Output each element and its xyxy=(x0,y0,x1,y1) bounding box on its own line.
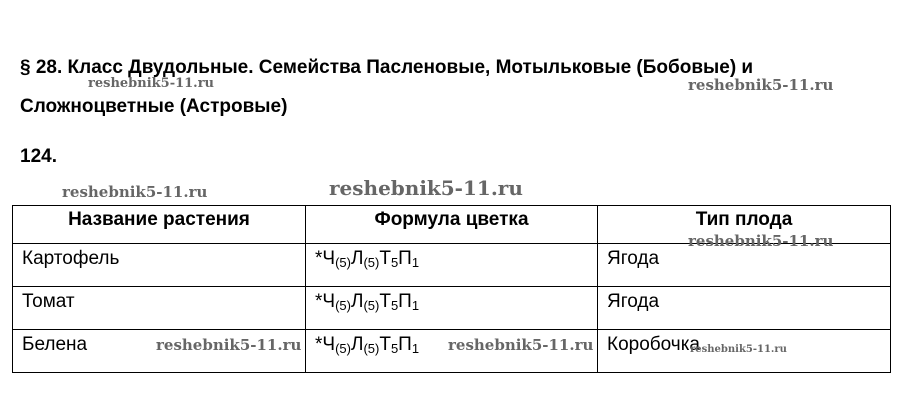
column-header-fruit-type: Тип плода xyxy=(598,206,891,244)
column-header-plant-name: Название растения xyxy=(13,206,306,244)
formula-count: (5) xyxy=(363,341,380,356)
plant-name-cell: Томат xyxy=(13,287,306,330)
formula-symbol: Л xyxy=(350,334,364,355)
formula-symbol: Л xyxy=(350,291,364,312)
formula-symbol: Т xyxy=(379,248,391,269)
formula-symbol: Ч xyxy=(322,248,336,269)
formula-count: (5) xyxy=(335,298,351,313)
section-heading: § 28. Класс Двудольные. Семейства Пасленовые, Мотыльковые (Бобовые) и Сложноцветные (Астровые) xyxy=(20,57,754,117)
formula-symbol: Ч xyxy=(322,334,336,355)
formula-count: 1 xyxy=(411,255,420,270)
formula-symbol: П xyxy=(398,248,412,269)
formula-count: 5 xyxy=(390,255,399,270)
watermark: reshebnik5-11.ru xyxy=(690,344,787,355)
formula-count: (5) xyxy=(335,341,351,356)
fruit-type-cell: Коробочка xyxy=(598,330,891,373)
fruit-type-cell: Ягода xyxy=(598,244,891,287)
formula-symbol: * xyxy=(315,334,323,355)
formula-symbol: Ч xyxy=(322,291,336,312)
formula-count: 5 xyxy=(390,341,399,356)
formula-symbol: Л xyxy=(350,248,364,269)
formula-count: 1 xyxy=(411,298,420,313)
formula-count: (5) xyxy=(363,255,380,270)
watermark: reshebnik5-11.ru xyxy=(688,232,834,250)
watermark: reshebnik5-11.ru xyxy=(156,336,302,354)
table-row xyxy=(13,287,891,330)
watermark: reshebnik5-11.ru xyxy=(688,76,834,94)
plant-name-cell: Картофель xyxy=(13,244,306,287)
fruit-type-cell: Ягода xyxy=(598,287,891,330)
flower-formula-cell xyxy=(306,287,598,330)
flower-formula-cell xyxy=(306,244,598,287)
watermark: reshebnik5-11.ru xyxy=(448,336,594,354)
formula-count: (5) xyxy=(363,298,380,313)
formula-symbol: Т xyxy=(379,291,391,312)
formula-symbol: Т xyxy=(379,334,391,355)
watermark: reshebnik5-11.ru xyxy=(88,76,215,91)
formula-count: 5 xyxy=(390,298,399,313)
formula-symbol: * xyxy=(315,248,323,269)
watermark: reshebnik5-11.ru xyxy=(62,183,208,201)
formula-symbol: П xyxy=(398,291,412,312)
column-header-flower-formula: Формула цветка xyxy=(306,206,598,244)
plant-name-cell: Белена xyxy=(13,330,306,373)
formula-symbol: * xyxy=(315,291,323,312)
formula-count: (5) xyxy=(335,255,351,270)
formula-symbol: П xyxy=(398,334,412,355)
task-number: 124. xyxy=(20,146,57,167)
formula-count: 1 xyxy=(411,341,420,356)
watermark: reshebnik5-11.ru xyxy=(329,176,523,200)
